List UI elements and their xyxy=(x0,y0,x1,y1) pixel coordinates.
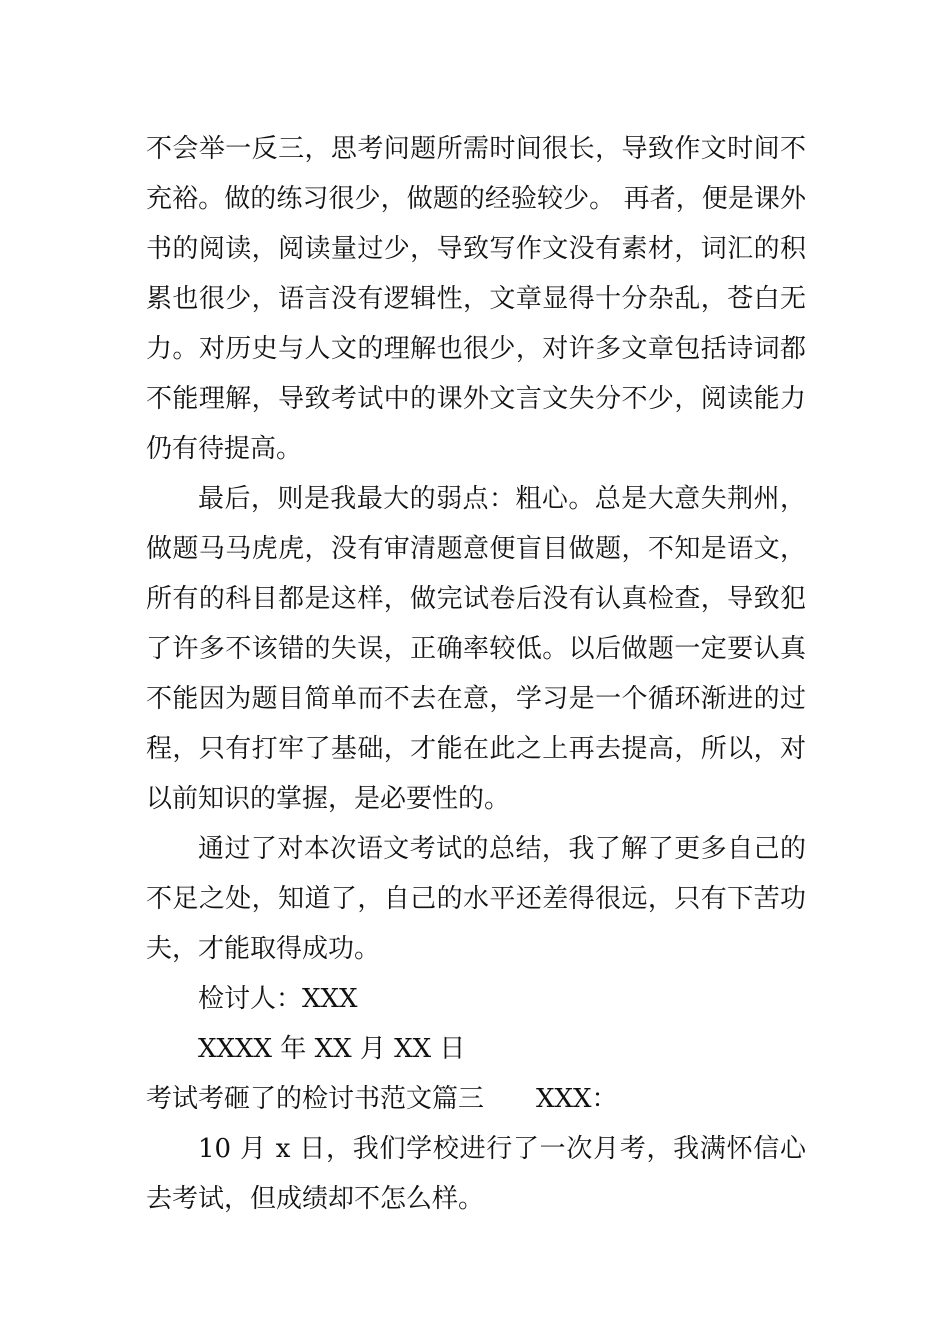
paragraph-3: 通过了对本次语文考试的总结，我了解了更多自己的不足之处，知道了，自己的水平还差得很远，只有下苦功夫，才能取得成功。 xyxy=(146,834,806,964)
paragraph-1: 不会举一反三，思考问题所需时间很长，导致作文时间不充裕。做的练习很少，做题的经验较少。 再者，便是课外书的阅读，阅读量过少，导致写作文没有素材，词汇的积累也很少，语言没有逻辑性，文章显得十分杂乱，苍白无力。对历史与人文的理解也很少，对许多文章包括诗词都不能理解，导致考试中的课外文言文失分不少，阅读能力仍有待提高。 xyxy=(146,134,806,464)
salutation: XXX： xyxy=(536,1084,618,1114)
section-title: 考试考砸了的检讨书范文篇三 xyxy=(146,1084,485,1114)
section-heading-line xyxy=(146,1074,806,1124)
paragraph-4: 10 月 x 日，我们学校进行了一次月考，我满怀信心去考试，但成绩却不怎么样。 xyxy=(146,1134,806,1214)
paragraph-2: 最后，则是我最大的弱点：粗心。总是大意失荆州，做题马马虎虎，没有审清题意便盲目做题，不知是语文，所有的科目都是这样，做完试卷后没有认真检查，导致犯了许多不该错的失误，正确率较低。以后做题一定要认真不能因为题目简单而不去在意，学习是一个循环渐进的过程，只有打牢了基础，才能在此之上再去提高，所以，对以前知识的掌握，是必要性的。 xyxy=(146,484,806,814)
date-line: XXXX 年 XX 月 XX 日 xyxy=(198,1034,466,1064)
document-page xyxy=(146,124,806,1224)
signer-line: 检讨人：XXX xyxy=(198,984,358,1014)
